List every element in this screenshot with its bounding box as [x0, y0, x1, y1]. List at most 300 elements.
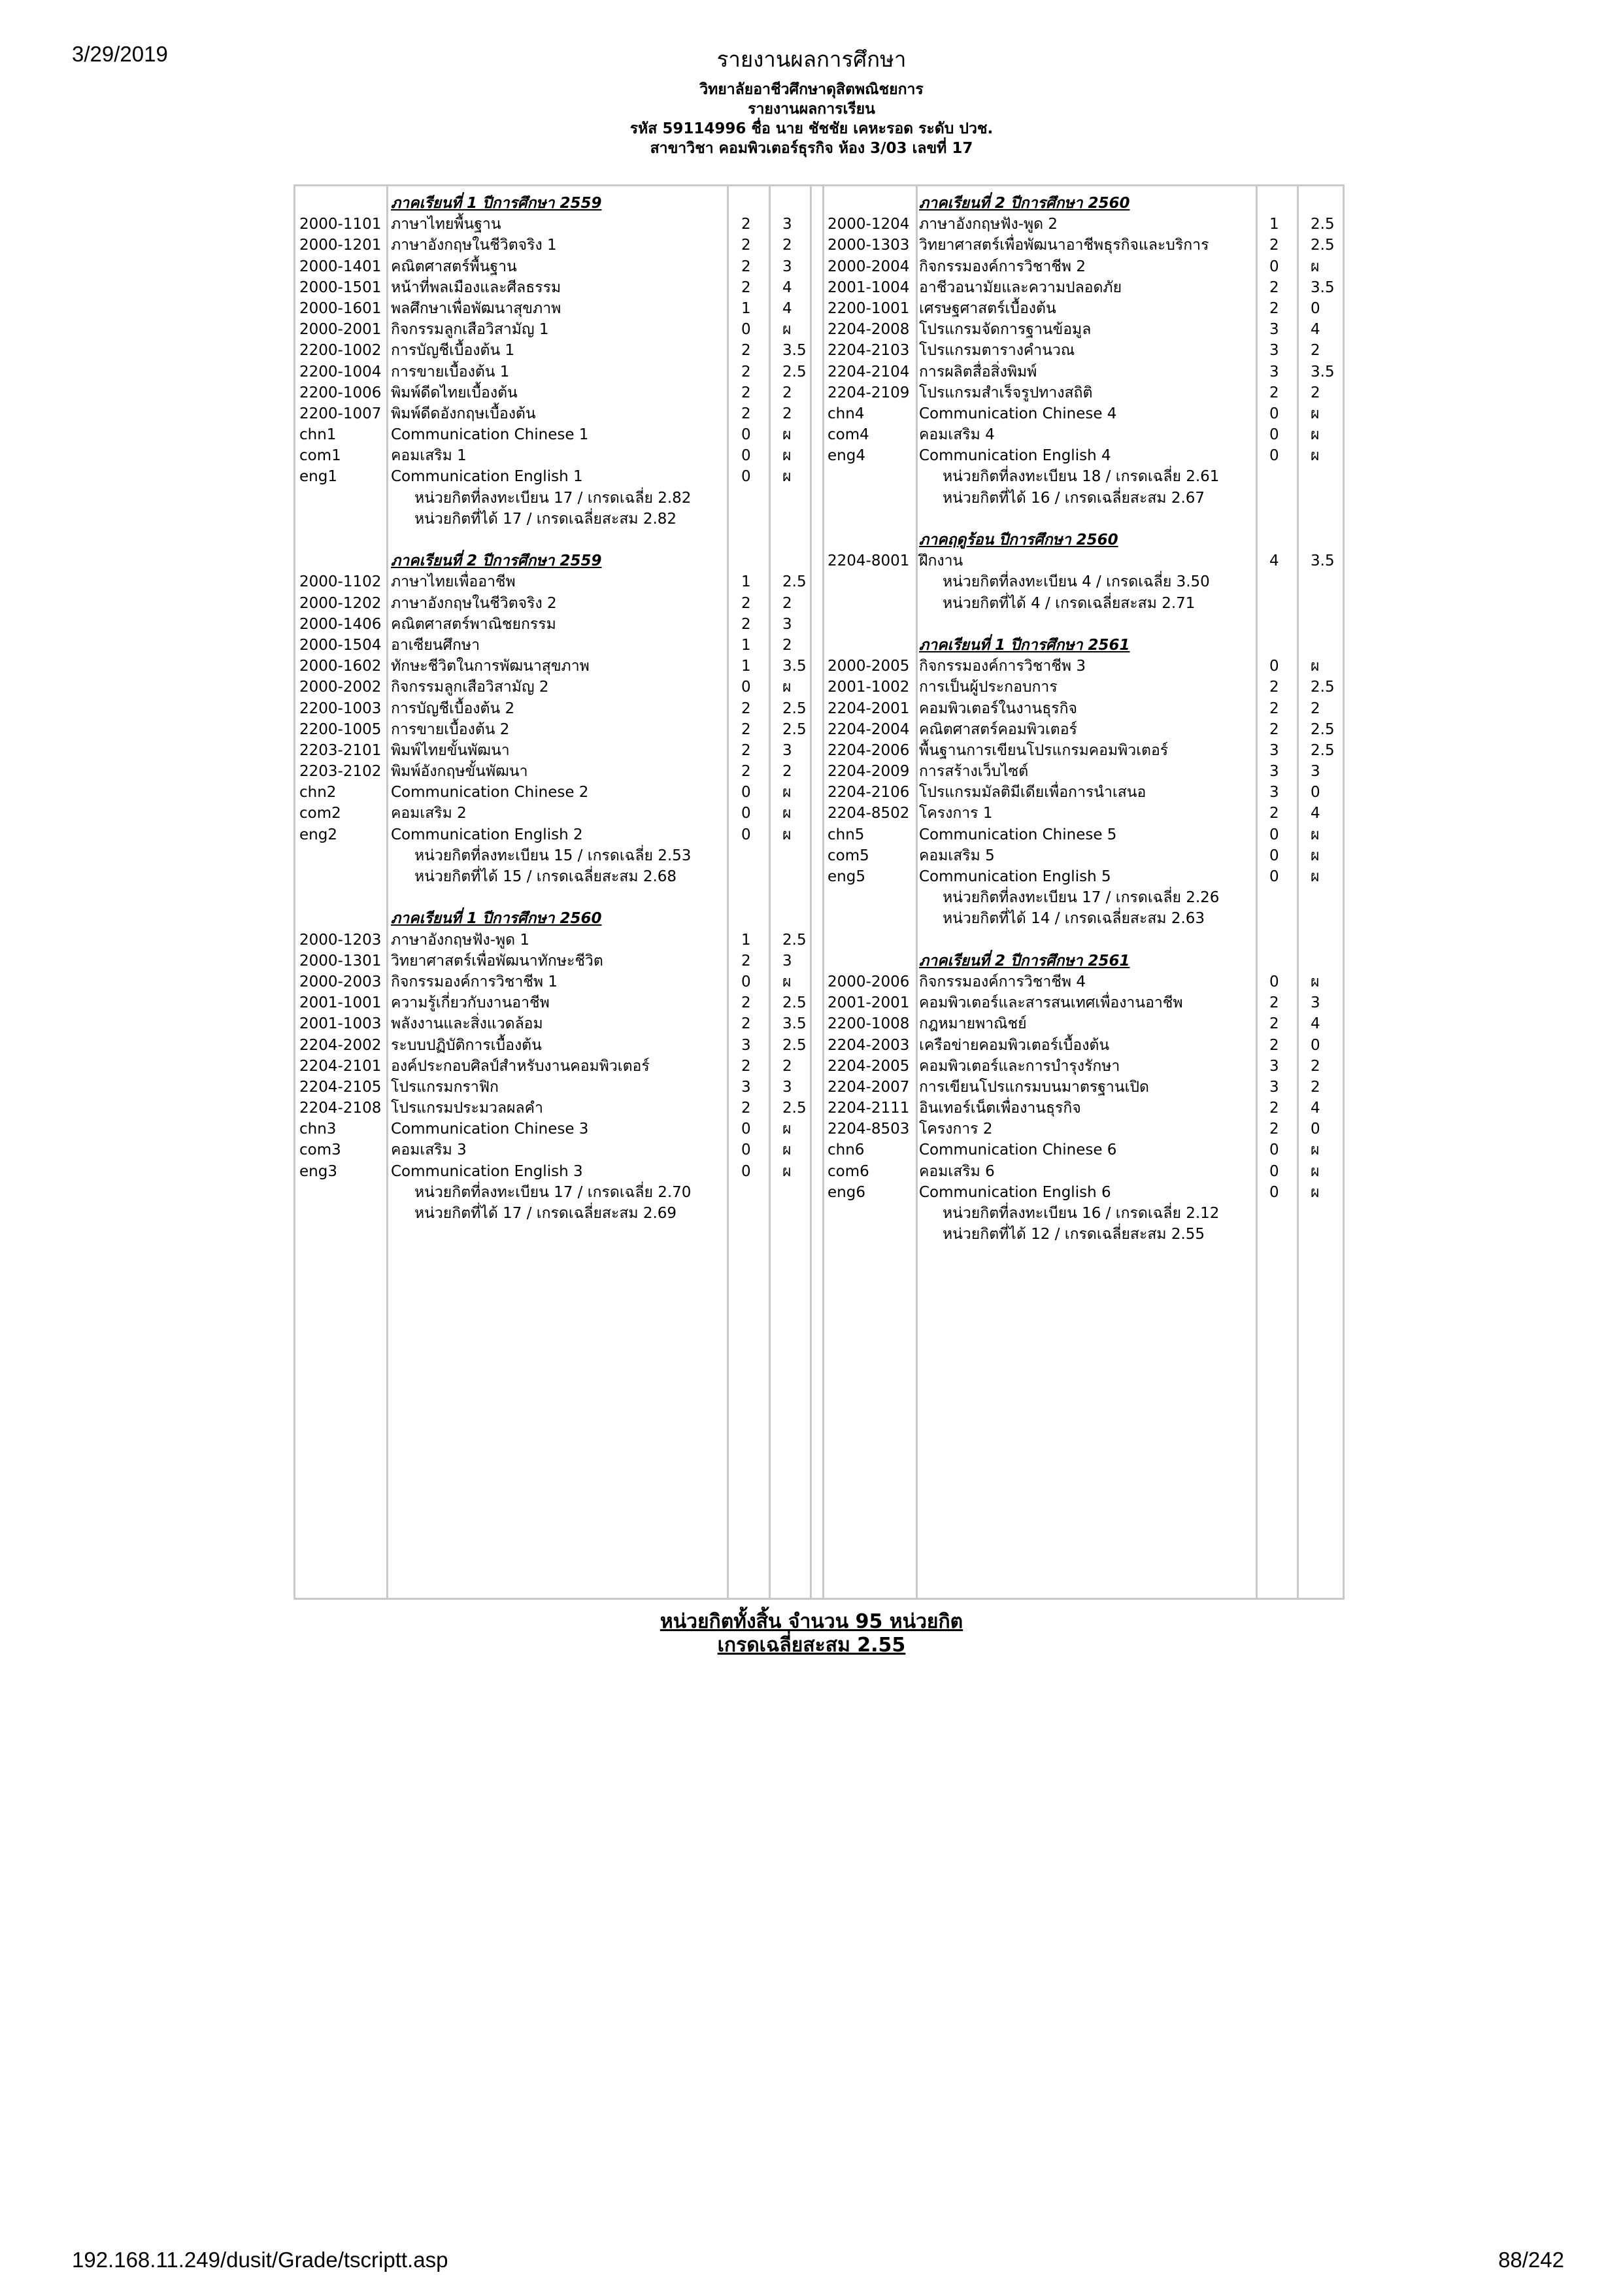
course-grade: ผ — [782, 826, 792, 843]
semester-title: ภาคฤดูร้อน ปีการศึกษา 2560 — [919, 532, 1118, 549]
course-row — [824, 971, 1347, 992]
course-grade: 4 — [1311, 321, 1320, 339]
course-row — [824, 445, 1347, 466]
course-grade: 3.5 — [782, 658, 807, 675]
course-grade: 3.5 — [1311, 552, 1335, 570]
course-credits: 2 — [741, 1057, 751, 1075]
course-code: eng4 — [828, 447, 865, 465]
course-row — [295, 803, 821, 824]
course-name: กิจกรรมองค์การวิชาชีพ 2 — [919, 258, 1086, 275]
course-grade: 2 — [782, 1057, 792, 1075]
course-grade: ผ — [1311, 1162, 1320, 1180]
course-code: 2000-2006 — [828, 973, 910, 990]
course-row — [824, 1161, 1347, 1182]
course-row — [295, 214, 821, 235]
summary-text: หน่วยกิตที่ลงทะเบียน 16 / เกรดเฉลี่ย 2.12 — [943, 1205, 1220, 1222]
course-name: คอมเสริม 2 — [391, 805, 467, 822]
course-row — [295, 466, 821, 487]
course-credits: 1 — [741, 636, 751, 654]
school-name: วิทยาลัยอาชีวศึกษาดุสิตพณิชยการ — [699, 81, 924, 98]
right-column — [824, 193, 1347, 1245]
course-name: การบัญชีเบื้องต้น 2 — [391, 700, 515, 717]
course-row — [295, 930, 821, 951]
course-code: com6 — [828, 1162, 869, 1180]
left-column — [295, 193, 821, 1224]
course-name: คอมเสริม 6 — [919, 1162, 995, 1180]
course-row — [824, 362, 1347, 382]
course-code: 2000-1204 — [828, 216, 910, 233]
course-row — [824, 803, 1347, 824]
course-name: กิจกรรมองค์การวิชาชีพ 4 — [919, 973, 1086, 990]
course-name: โปรแกรมสำเร็จรูปทางสถิติ — [919, 384, 1093, 401]
course-credits: 3 — [1269, 1057, 1279, 1075]
course-grade: ผ — [782, 1121, 792, 1138]
summary-text: หน่วยกิตที่ได้ 16 / เกรดเฉลี่ยสะสม 2.67 — [943, 489, 1205, 507]
course-code: 2204-2009 — [828, 763, 910, 781]
course-row — [824, 403, 1347, 424]
course-code: 2204-2006 — [828, 741, 910, 759]
course-grade: 2.5 — [782, 1036, 807, 1054]
course-credits: 3 — [1269, 363, 1279, 380]
course-grade: ผ — [782, 1141, 792, 1159]
course-credits: 0 — [741, 1141, 751, 1159]
course-code: 2204-8503 — [828, 1121, 910, 1138]
semester-summary — [295, 509, 821, 530]
course-row — [824, 677, 1347, 698]
course-row — [295, 1098, 821, 1119]
course-code: 2000-1203 — [299, 931, 382, 949]
course-credits: 1 — [741, 931, 751, 949]
course-code: com5 — [828, 847, 869, 864]
spacer-row — [824, 509, 1347, 530]
course-name: โปรแกรมมัลติมีเดียเพื่อการนำเสนอ — [919, 784, 1146, 802]
semester-title: ภาคเรียนที่ 2 ปีการศึกษา 2561 — [919, 952, 1130, 970]
course-credits: 2 — [1269, 679, 1279, 696]
course-credits: 2 — [1269, 805, 1279, 822]
course-name: พิมพ์อังกฤษขั้นพัฒนา — [391, 763, 528, 781]
course-code: com2 — [299, 805, 341, 822]
course-code: 2000-2003 — [299, 973, 382, 990]
course-grade: ผ — [782, 447, 792, 465]
semester-summary — [824, 593, 1347, 614]
course-row — [824, 382, 1347, 403]
course-row — [824, 866, 1347, 887]
course-name: Communication Chinese 3 — [391, 1121, 589, 1138]
course-row — [295, 1013, 821, 1034]
course-credits: 0 — [1269, 426, 1279, 444]
course-code: chn1 — [299, 426, 337, 444]
course-name: โปรแกรมกราฟิก — [391, 1078, 499, 1096]
course-name: กิจกรรมลูกเสือวิสามัญ 1 — [391, 321, 549, 339]
course-row — [295, 824, 821, 845]
semester-title: ภาคเรียนที่ 1 ปีการศึกษา 2561 — [919, 636, 1130, 654]
semester-summary — [824, 1203, 1347, 1224]
course-row — [824, 235, 1347, 256]
course-name: โปรแกรมประมวลผลคำ — [391, 1100, 543, 1117]
course-name: Communication Chinese 1 — [391, 426, 589, 444]
course-code: 2000-1501 — [299, 279, 382, 296]
course-credits: 0 — [1269, 868, 1279, 885]
course-name: ระบบปฏิบัติการเบื้องต้น — [391, 1036, 542, 1054]
course-credits: 2 — [1269, 1121, 1279, 1138]
course-name: คอมเสริม 1 — [391, 447, 467, 465]
course-row — [824, 845, 1347, 866]
semester-heading — [824, 951, 1347, 971]
course-credits: 1 — [741, 299, 751, 317]
print-date: 3/29/2019 — [72, 42, 168, 66]
course-name: หน้าที่พลเมืองและศีลธรรม — [391, 279, 561, 296]
course-row — [824, 1013, 1347, 1034]
course-grade: ผ — [1311, 868, 1320, 885]
course-credits: 0 — [1269, 826, 1279, 843]
course-grade: 2.5 — [1311, 720, 1335, 738]
course-grade: 3 — [782, 615, 792, 633]
course-name: การขายเบื้องต้น 2 — [391, 720, 510, 738]
course-row — [824, 1077, 1347, 1098]
course-name: Communication Chinese 6 — [919, 1141, 1117, 1159]
semester-summary — [824, 466, 1347, 487]
semester-heading — [824, 635, 1347, 656]
course-name: เศรษฐศาสตร์เบื้องต้น — [919, 299, 1056, 317]
course-code: eng3 — [299, 1162, 337, 1180]
course-grade: 2 — [1311, 342, 1320, 360]
course-row — [295, 992, 821, 1013]
course-row — [824, 319, 1347, 340]
course-credits: 3 — [741, 1036, 751, 1054]
course-row — [295, 951, 821, 971]
course-name: ภาษาอังกฤษฟัง-พูด 2 — [919, 216, 1058, 233]
course-credits: 2 — [1269, 720, 1279, 738]
course-code: 2200-1001 — [828, 299, 910, 317]
course-code: 2204-2001 — [828, 700, 910, 717]
course-credits: 0 — [741, 805, 751, 822]
spacer-row — [824, 930, 1347, 951]
course-row — [295, 571, 821, 592]
course-row — [824, 740, 1347, 761]
course-credits: 0 — [741, 826, 751, 843]
course-name: ภาษาอังกฤษในชีวิตจริง 1 — [391, 237, 557, 254]
course-grade: 0 — [1311, 1036, 1320, 1054]
course-credits: 3 — [1269, 1078, 1279, 1096]
course-name: Communication English 5 — [919, 868, 1111, 885]
course-code: chn5 — [828, 826, 865, 843]
course-credits: 3 — [1269, 741, 1279, 759]
course-credits: 2 — [1269, 384, 1279, 401]
summary-text: หน่วยกิตที่ลงทะเบียน 15 / เกรดเฉลี่ย 2.53 — [414, 847, 692, 864]
course-credits: 0 — [1269, 1141, 1279, 1159]
course-name: คณิตศาสตร์พื้นฐาน — [391, 258, 517, 275]
semester-summary — [824, 908, 1347, 929]
course-name: กิจกรรมลูกเสือวิสามัญ 2 — [391, 679, 549, 696]
page-title: รายงานผลการศึกษา — [716, 47, 907, 71]
course-code: 2000-1406 — [299, 615, 382, 633]
course-name: การเขียนโปรแกรมบนมาตรฐานเปิด — [919, 1078, 1149, 1096]
summary-text: หน่วยกิตที่ได้ 12 / เกรดเฉลี่ยสะสม 2.55 — [943, 1226, 1205, 1243]
course-credits: 0 — [741, 973, 751, 990]
course-credits: 0 — [1269, 258, 1279, 275]
course-name: Communication English 6 — [919, 1183, 1111, 1201]
course-grade: 2.5 — [782, 363, 807, 380]
course-code: 2001-1001 — [299, 994, 382, 1012]
course-row — [295, 614, 821, 635]
course-grade: 2 — [782, 237, 792, 254]
course-row — [295, 698, 821, 719]
semester-summary — [295, 1182, 821, 1203]
course-name: ทักษะชีวิตในการพัฒนาสุขภาพ — [391, 658, 590, 675]
course-name: คอมพิวเตอร์และสารสนเทศเพื่องานอาชีพ — [919, 994, 1183, 1012]
course-grade: 2.5 — [1311, 679, 1335, 696]
course-name: พลังงานและสิ่งแวดล้อม — [391, 1015, 543, 1033]
course-name: พื้นฐานการเขียนโปรแกรมคอมพิวเตอร์ — [919, 741, 1169, 759]
course-credits: 2 — [741, 216, 751, 233]
spacer-row — [824, 614, 1347, 635]
course-name: คอมเสริม 3 — [391, 1141, 467, 1159]
semester-summary — [824, 488, 1347, 509]
course-code: 2200-1006 — [299, 384, 382, 401]
course-code: 2000-2001 — [299, 321, 382, 339]
course-grade: 0 — [1311, 784, 1320, 802]
course-credits: 2 — [1269, 994, 1279, 1012]
summary-text: หน่วยกิตที่ได้ 17 / เกรดเฉลี่ยสะสม 2.69 — [414, 1205, 677, 1222]
course-row — [824, 761, 1347, 782]
semester-summary — [295, 845, 821, 866]
course-name: Communication English 3 — [391, 1162, 583, 1180]
course-code: 2204-2105 — [299, 1078, 382, 1096]
course-credits: 2 — [1269, 279, 1279, 296]
course-grade: 2 — [1311, 700, 1320, 717]
course-row — [295, 740, 821, 761]
course-code: 2204-2108 — [299, 1100, 382, 1117]
course-grade: ผ — [782, 1162, 792, 1180]
course-row — [824, 698, 1347, 719]
course-grade: ผ — [782, 426, 792, 444]
course-code: 2000-1102 — [299, 573, 382, 591]
course-code: chn2 — [299, 784, 337, 802]
course-credits: 0 — [1269, 1183, 1279, 1201]
course-grade: 4 — [1311, 1100, 1320, 1117]
course-credits: 2 — [1269, 1100, 1279, 1117]
course-row — [824, 340, 1347, 361]
course-credits: 1 — [741, 658, 751, 675]
course-code: 2001-1002 — [828, 679, 910, 696]
course-grade: 2.5 — [782, 720, 807, 738]
course-code: 2001-1004 — [828, 279, 910, 296]
course-grade: 4 — [782, 299, 792, 317]
course-grade: 2.5 — [1311, 237, 1335, 254]
course-name: Communication Chinese 2 — [391, 784, 589, 802]
course-grade: ผ — [782, 321, 792, 339]
course-row — [824, 656, 1347, 677]
course-name: องค์ประกอบศิลป์สำหรับงานคอมพิวเตอร์ — [391, 1057, 650, 1075]
course-row — [295, 445, 821, 466]
course-grade: ผ — [1311, 973, 1320, 990]
course-code: chn3 — [299, 1121, 337, 1138]
course-code: eng2 — [299, 826, 337, 843]
course-row — [295, 403, 821, 424]
course-name: ภาษาไทยเพื่ออาชีพ — [391, 573, 516, 591]
course-credits: 0 — [741, 468, 751, 486]
summary-text: หน่วยกิตที่ได้ 14 / เกรดเฉลี่ยสะสม 2.63 — [943, 910, 1205, 928]
course-row — [824, 214, 1347, 235]
course-code: 2200-1004 — [299, 363, 382, 380]
course-credits: 2 — [1269, 299, 1279, 317]
course-name: โปรแกรมตารางคำนวณ — [919, 342, 1075, 360]
course-credits: 0 — [741, 1162, 751, 1180]
course-row — [295, 277, 821, 298]
course-name: พิมพ์ดีดอังกฤษเบื้องต้น — [391, 405, 536, 422]
course-credits: 0 — [741, 784, 751, 802]
summary-text: หน่วยกิตที่ลงทะเบียน 17 / เกรดเฉลี่ย 2.70 — [414, 1183, 692, 1201]
course-credits: 2 — [741, 594, 751, 612]
course-name: คอมพิวเตอร์ในงานธุรกิจ — [919, 700, 1078, 717]
course-name: คณิตศาสตร์คอมพิวเตอร์ — [919, 720, 1077, 738]
course-code: 2000-1202 — [299, 594, 382, 612]
course-code: 2204-8502 — [828, 805, 910, 822]
course-row — [295, 1119, 821, 1140]
course-grade: 2 — [782, 405, 792, 422]
course-grade: 3.5 — [782, 1015, 807, 1033]
course-name: ฝึกงาน — [919, 552, 963, 570]
transcript-table — [293, 184, 1345, 1600]
course-credits: 0 — [1269, 447, 1279, 465]
course-credits: 2 — [741, 1015, 751, 1033]
course-code: 2000-1201 — [299, 237, 382, 254]
semester-heading — [824, 530, 1347, 550]
course-grade: ผ — [782, 805, 792, 822]
course-credits: 3 — [741, 1078, 751, 1096]
course-code: chn4 — [828, 405, 865, 422]
course-credits: 3 — [1269, 342, 1279, 360]
course-name: คอมพิวเตอร์และการบำรุงรักษา — [919, 1057, 1120, 1075]
course-row — [824, 1140, 1347, 1160]
course-row — [295, 1077, 821, 1098]
course-name: คอมเสริม 4 — [919, 426, 995, 444]
semester-title: ภาคเรียนที่ 2 ปีการศึกษา 2560 — [919, 195, 1130, 212]
course-code: 2000-1303 — [828, 237, 910, 254]
course-credits: 1 — [1269, 216, 1279, 233]
course-code: 2200-1002 — [299, 342, 382, 360]
semester-heading — [295, 193, 821, 214]
course-name: โครงการ 1 — [919, 805, 993, 822]
course-grade: 3 — [782, 1078, 792, 1096]
course-grade: 3.5 — [782, 342, 807, 360]
course-credits: 0 — [1269, 847, 1279, 864]
course-grade: 2 — [1311, 384, 1320, 401]
course-name: การผลิตสื่อสิ่งพิมพ์ — [919, 363, 1037, 380]
course-name: กิจกรรมองค์การวิชาชีพ 3 — [919, 658, 1086, 675]
semester-title: ภาคเรียนที่ 1 ปีการศึกษา 2559 — [391, 195, 602, 212]
course-credits: 2 — [741, 363, 751, 380]
course-grade: 2 — [1311, 1057, 1320, 1075]
semester-title: ภาคเรียนที่ 2 ปีการศึกษา 2559 — [391, 552, 602, 570]
course-code: 2000-2004 — [828, 258, 910, 275]
course-grade: 2 — [782, 594, 792, 612]
course-grade: 3 — [782, 258, 792, 275]
semester-summary — [295, 488, 821, 509]
course-name: โปรแกรมจัดการฐานข้อมูล — [919, 321, 1092, 339]
course-code: 2204-2106 — [828, 784, 910, 802]
course-grade: 4 — [1311, 805, 1320, 822]
course-credits: 2 — [741, 763, 751, 781]
report-title: รายงานผลการเรียน — [748, 101, 875, 118]
course-code: 2204-2103 — [828, 342, 910, 360]
course-grade: 2.5 — [782, 700, 807, 717]
course-code: 2200-1008 — [828, 1015, 910, 1033]
course-row — [824, 277, 1347, 298]
course-credits: 3 — [1269, 763, 1279, 781]
course-row — [295, 719, 821, 740]
course-grade: 0 — [1311, 299, 1320, 317]
course-grade: 3.5 — [1311, 363, 1335, 380]
course-row — [295, 677, 821, 698]
course-row — [295, 1056, 821, 1077]
course-name: วิทยาศาสตร์เพื่อพัฒนาทักษะชีวิต — [391, 952, 603, 970]
course-name: คอมเสริม 5 — [919, 847, 995, 864]
course-name: อินเทอร์เน็ตเพื่องานธุรกิจ — [919, 1100, 1081, 1117]
course-row — [824, 782, 1347, 803]
course-row — [824, 256, 1347, 277]
course-row — [295, 424, 821, 445]
course-credits: 2 — [741, 994, 751, 1012]
course-code: com4 — [828, 426, 869, 444]
summary-text: หน่วยกิตที่ลงทะเบียน 17 / เกรดเฉลี่ย 2.82 — [414, 489, 692, 507]
course-code: 2001-2001 — [828, 994, 910, 1012]
course-name: ภาษาอังกฤษในชีวิตจริง 2 — [391, 594, 557, 612]
course-name: Communication Chinese 4 — [919, 405, 1117, 422]
course-grade: 2.5 — [782, 1100, 807, 1117]
course-grade: 0 — [1311, 1121, 1320, 1138]
course-code: 2200-1007 — [299, 405, 382, 422]
course-grade: ผ — [1311, 1183, 1320, 1201]
course-name: Communication English 1 — [391, 468, 583, 486]
summary-text: หน่วยกิตที่ได้ 15 / เกรดเฉลี่ยสะสม 2.68 — [414, 868, 677, 885]
course-grade: ผ — [1311, 826, 1320, 843]
course-code: 2203-2102 — [299, 763, 382, 781]
course-code: 2000-1101 — [299, 216, 382, 233]
course-grade: ผ — [1311, 847, 1320, 864]
program-info: สาขาวิชา คอมพิวเตอร์ธุรกิจ ห้อง 3/03 เลขที่ 17 — [650, 140, 973, 157]
course-grade: 3 — [782, 216, 792, 233]
total-credits: หน่วยกิตทั้งสิ้น จำนวน 95 หน่วยกิต — [660, 1610, 963, 1633]
spacer-row — [295, 887, 821, 908]
course-row — [295, 593, 821, 614]
course-code: com3 — [299, 1141, 341, 1159]
course-row — [295, 382, 821, 403]
course-name: อาชีวอนามัยและความปลอดภัย — [919, 279, 1122, 296]
course-name: การสร้างเว็บไซต์ — [919, 763, 1029, 781]
course-grade: ผ — [1311, 447, 1320, 465]
course-code: 2000-2002 — [299, 679, 382, 696]
course-credits: 2 — [741, 279, 751, 296]
summary-text: หน่วยกิตที่ลงทะเบียน 4 / เกรดเฉลี่ย 3.50 — [943, 573, 1210, 591]
course-code: eng6 — [828, 1183, 865, 1201]
course-code: 2001-1003 — [299, 1015, 382, 1033]
course-row — [295, 235, 821, 256]
course-name: กฎหมายพาณิชย์ — [919, 1015, 1027, 1033]
course-name: กิจกรรมองค์การวิชาชีพ 1 — [391, 973, 558, 990]
course-credits: 2 — [741, 741, 751, 759]
course-name: พลศึกษาเพื่อพัฒนาสุขภาพ — [391, 299, 561, 317]
course-credits: 0 — [1269, 1162, 1279, 1180]
course-name: การขายเบื้องต้น 1 — [391, 363, 510, 380]
course-grade: 2 — [782, 763, 792, 781]
course-row — [824, 1119, 1347, 1140]
course-row — [824, 719, 1347, 740]
course-row — [295, 319, 821, 340]
course-grade: ผ — [782, 679, 792, 696]
course-row — [295, 362, 821, 382]
semester-summary — [824, 887, 1347, 908]
